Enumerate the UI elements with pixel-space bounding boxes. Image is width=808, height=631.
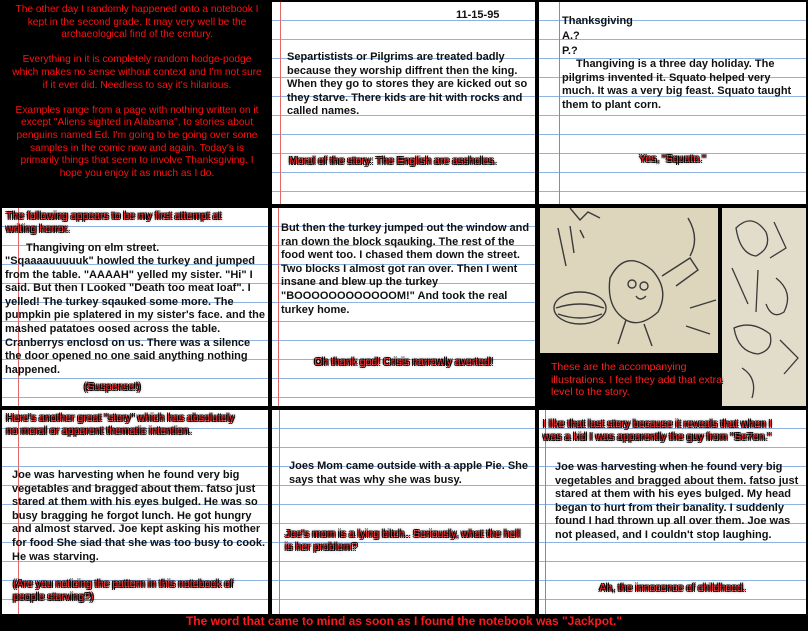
caption: I like that last story because it reveals that when I was a kid I was apparently the guy from "Se7en." (543, 418, 772, 443)
handwritten-text: Joe was harvesting when he found very big vegetables and bragged about them. fatso just stared at them with his eyes bulged. My head began to hurt from their banality. I suddenly found I had thrown up all over them. Joe was not pleased, and I couldn't stop laughing. (555, 461, 799, 541)
date-label: 11-15-95 (456, 9, 500, 21)
caption: Oh thank god! Crisis narrowly averted! (314, 356, 493, 368)
notebook-panel-elm-street-2 (272, 208, 535, 406)
caption: (Suspense!) (84, 381, 141, 393)
food-sketch-drawing (722, 208, 806, 406)
handwritten-title: Thanksgiving (562, 15, 633, 27)
intro-text (10, 4, 264, 193)
notebook-panel-apple-pie (272, 410, 535, 614)
intro-paragraph: Everything in it is completely random hodge-podge which makes no sense without context and I'm not sure if it ever did. Needless to say it's hilarious. (12, 54, 262, 91)
caption: These are the accompanying illustrations. I feel they add that extra level to the story. (551, 361, 723, 398)
notebook-panel-joe-harvest (2, 410, 268, 614)
caption: Ah, the innocence of childhood. (599, 582, 746, 594)
notebook-panel-joe-harvest-revised (539, 410, 806, 614)
handwritten-text: Joes Mom came outside with a apple Pie. She says that was why she was busy. (289, 460, 529, 486)
caption: Yes, "Squato." (639, 153, 706, 165)
illustrations-panel (539, 208, 806, 406)
footer-caption: The word that came to mind as soon as I found the notebook was "Jackpot." (185, 614, 623, 628)
handwritten-text: Joe was harvesting when he found very big vegetables and bragged about them. fatso just stared at them with his eyes bulged. He was so busy bragging he forgot lunch. He got hungry and almost starved. Joe kept asking his mother for food She siad that she was too busy to cook. He was starving. (12, 469, 266, 563)
notebook-panel-elm-street-1 (2, 208, 268, 406)
intro-panel (2, 2, 268, 204)
notebook-panel-thanksgiving (539, 2, 806, 204)
margin-line (559, 2, 560, 204)
handwritten-text: Thangiving is a three day holiday. The pilgrims invented it. Squato helped very much. It was a very big feast. Squato taught them to plant corn. (562, 58, 792, 111)
margin-line (279, 410, 280, 614)
caption: (Are you noticing the pattern in this notebook of people starving?) (13, 578, 234, 603)
food-illustration (722, 208, 806, 406)
caption: Joe's mom is a lying bitch.. Seriously, what the hell is her problem? (285, 528, 521, 553)
turkey-illustration (540, 208, 718, 353)
intro-paragraph: Examples range from a page with nothing written on it except "Aliens sighted in Alabama", to stories about penguins named Ed. I'm going to be going over some samples in the comic now and again. Today's is primarily things that seem to involve Thanksgiving. I hope you enjoy it as much as I do. (15, 104, 259, 179)
handwritten-text: But then the turkey jumped out the window and ran down the block sqauking. The rest of the food went too. I chased them down the street. Two blocks I almost got ran over. Then I went insane and blew up the turkey "BOOOOOOOOOOOOM!" And took the real turkey home. (281, 222, 530, 316)
caption: Here's another great "story" which has absolutely no moral or apparent thematic intention. (6, 412, 235, 437)
handwritten-title: Thangiving on elm street. (26, 242, 160, 254)
intro-paragraph: The other day I randomly happened onto a notebook I kept in the second grade. It may very well be the archaeological find of the century. (15, 4, 259, 41)
caption: The following appears to be my first attempt at writing horror. (6, 210, 222, 235)
handwritten-line: A.? (562, 30, 580, 42)
margin-line (278, 208, 279, 406)
turkey-sketch-drawing (540, 208, 718, 353)
notebook-panel-separatists (272, 2, 535, 204)
caption: Moral of the story: The English are assholes. (289, 155, 497, 167)
handwritten-text: Separtistists or Pilgrims are treated badly because they worship diffrent then the king. When they go to stores they are kicked out so they starve. There kids are hit with rocks and called names. (287, 51, 528, 118)
margin-line (280, 2, 281, 204)
handwritten-line: P.? (562, 45, 578, 57)
handwritten-text: "Sqaaaauuuuuk" howled the turkey and jumped from the table. "AAAAH" yelled my sister. "Hi" I said. But then I Looked "Death too meat loaf". I yelled! The turkey sqauked some more. The pumpkin pie splatered in my sister's face. and the mashed patatoes oosed across the table. Cranberrys enclosd on us. There was a silence the door opened no one said anything nothing happened. (5, 255, 265, 376)
